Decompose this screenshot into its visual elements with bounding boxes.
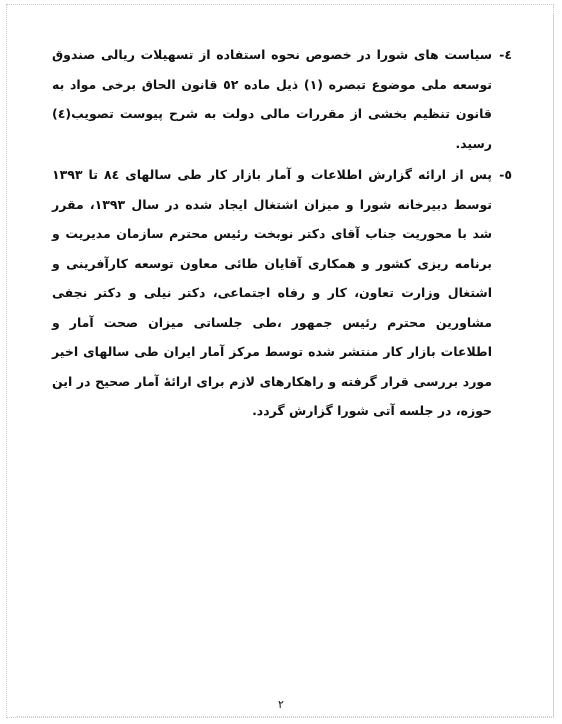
document-body xyxy=(52,40,512,428)
paragraph-text: سیاست های شورا در خصوص نحوه استفاده از تسهیلات ریالی صندوق توسعه ملی موضوع تبصره (۱) ذیل ماده ٥٢ قانون الحاق برخی مواد به قانون تنظیم بخشی از مقررات مالی دولت به شرح پیوست تصویب(٤) رسید. xyxy=(52,47,492,151)
paragraph-item-5 xyxy=(52,160,512,426)
paragraph-number: ٥- xyxy=(499,167,512,182)
paragraph-text: پس از ارائه گزارش اطلاعات و آمار بازار کار طی سالهای ٨٤ تا ١٣٩٣ توسط دبیرخانه شورا و میزان اشتغال ایجاد شده در سال ١٣٩٣، مقرر شد با محوریت جناب آقای دکتر نوبخت رئیس محترم سازمان مدیریت و برنامه ریزی کشور و همکاری آقایان طائی معاون توسعه کارآفرینی و اشتغال وزارت تعاون، کار و رفاه اجتماعی، دکتر نیلی و دکتر نجفی مشاورین محترم رئیس جمهور ،طی جلساتی میزان صحت آمار و اطلاعات بازار کار منتشر شده توسط مرکز آمار ایران طی سالهای اخیر مورد بررسی قرار گرفته و راهکارهای لازم برای ارائهٔ آمار صحیح در این حوزه، در جلسه آتی شورا گزارش گردد. xyxy=(52,167,492,418)
page-number: ۲ xyxy=(278,698,284,711)
paragraph-item-4 xyxy=(52,40,512,158)
paragraph-number: ٤- xyxy=(499,47,512,62)
